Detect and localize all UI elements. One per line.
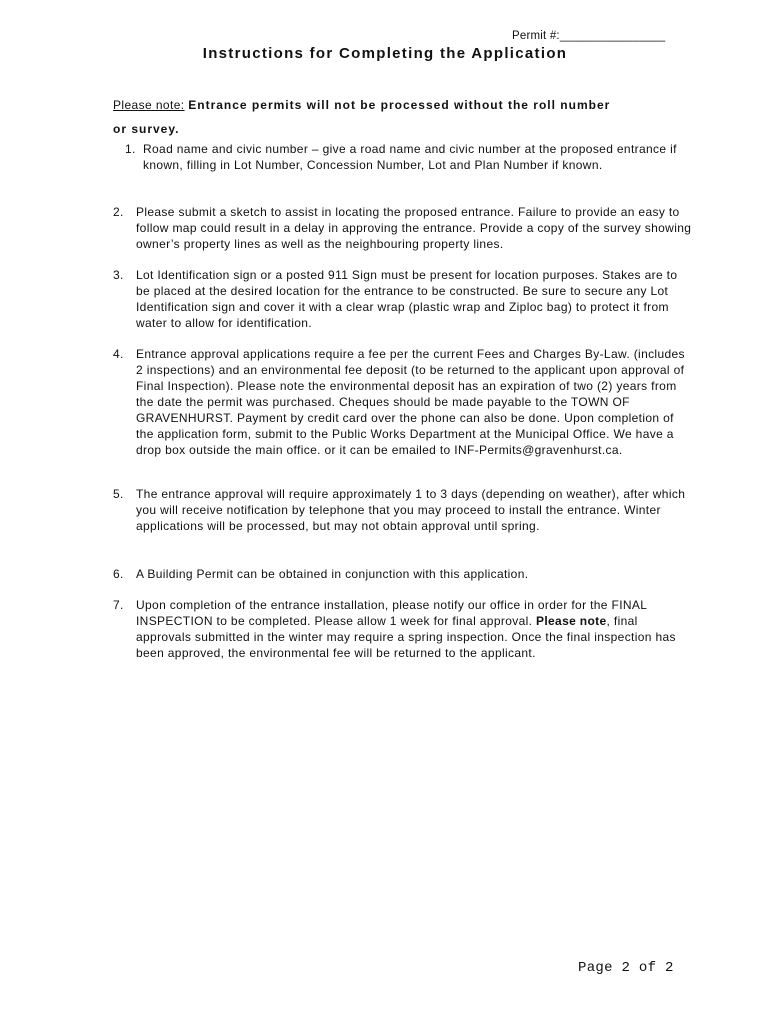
item-number: 1. xyxy=(125,142,136,156)
item-number: 2. xyxy=(113,205,124,219)
page-title-text: Instructions for Completing the Application xyxy=(202,45,568,62)
item-text: Road name and civic number – give a road name and civic number at the proposed entrance if known, filling in Lot Number, Concession Number, Lot and Plan Number if known. xyxy=(143,142,677,172)
item-number: 6. xyxy=(113,567,124,581)
instruction-item-1 xyxy=(113,141,695,173)
page-number: Page 2 of 2 xyxy=(578,960,674,976)
item-text-before: Upon completion of the entrance installation, please notify our office in order for the FINAL INSPECTION to be completed. Please allow 1 week for final approval. xyxy=(136,598,647,628)
item-text xyxy=(136,597,695,661)
permit-number-label: Permit #: xyxy=(512,30,560,42)
permit-number-field xyxy=(512,30,665,42)
note-block xyxy=(113,93,693,141)
permit-number-blank: ________________ xyxy=(559,30,666,42)
note-text-2: or survey. xyxy=(113,122,180,136)
item-text-after: , final approvals submitted in the winter may require a spring inspection. Once the final inspection has been approved, the environmental fee will be returned to the applicant. xyxy=(136,614,676,660)
item-text: Entrance approval applications require a fee per the current Fees and Charges By-Law. (includes 2 inspections) and an environmental fee deposit (to be returned to the applicant upon approval of Final Inspection). Please note the environmental deposit has an expiration of two (2) years from the date the permit was purchased. Cheques should be made payable to the TOWN OF GRAVENHURST. Payment by credit card over the phone can also be done. Upon completion of the application form, submit to the Public Works Department at the Municipal Office. We have a drop box outside the main office. or it can be emailed to INF-Permits@gravenhurst.ca. xyxy=(136,347,685,457)
item-text: The entrance approval will require approximately 1 to 3 days (depending on weather), after which you will receive notification by telephone that you may proceed to install the entrance. Winter applications will be processed, but may not obtain approval until spring. xyxy=(136,487,686,533)
note-text-1: Entrance permits will not be processed without the roll number xyxy=(188,98,611,112)
item-number: 5. xyxy=(113,487,124,501)
instruction-item-3 xyxy=(113,267,695,331)
note-line-2 xyxy=(113,117,693,141)
item-number: 3. xyxy=(113,268,124,282)
instruction-item-6 xyxy=(113,566,695,582)
item-number: 7. xyxy=(113,598,124,612)
instruction-item-5 xyxy=(113,486,695,534)
item-text-bold: Please note xyxy=(535,614,607,628)
item-text: A Building Permit can be obtained in conjunction with this application. xyxy=(136,567,529,581)
note-label: Please note: xyxy=(113,98,185,112)
note-line-1 xyxy=(113,93,693,117)
item-text: Please submit a sketch to assist in locating the proposed entrance. Failure to provide an easy to follow map could result in a delay in approving the entrance. Provide a copy of the survey showing owner’s property lines as well as the neighbouring property lines. xyxy=(136,205,692,251)
page-title xyxy=(0,45,770,62)
item-text: Lot Identification sign or a posted 911 Sign must be present for location purposes. Stakes are to be placed at the desired location for the entrance to be constructed. Be sure to secure any Lot Identification sign and cover it with a clear wrap (plastic wrap and Ziploc bag) to protect it from water to allow for identification. xyxy=(136,268,678,330)
instruction-item-4 xyxy=(113,346,695,458)
item-number: 4. xyxy=(113,347,124,361)
instruction-item-7 xyxy=(113,597,695,661)
instruction-item-2 xyxy=(113,204,695,252)
